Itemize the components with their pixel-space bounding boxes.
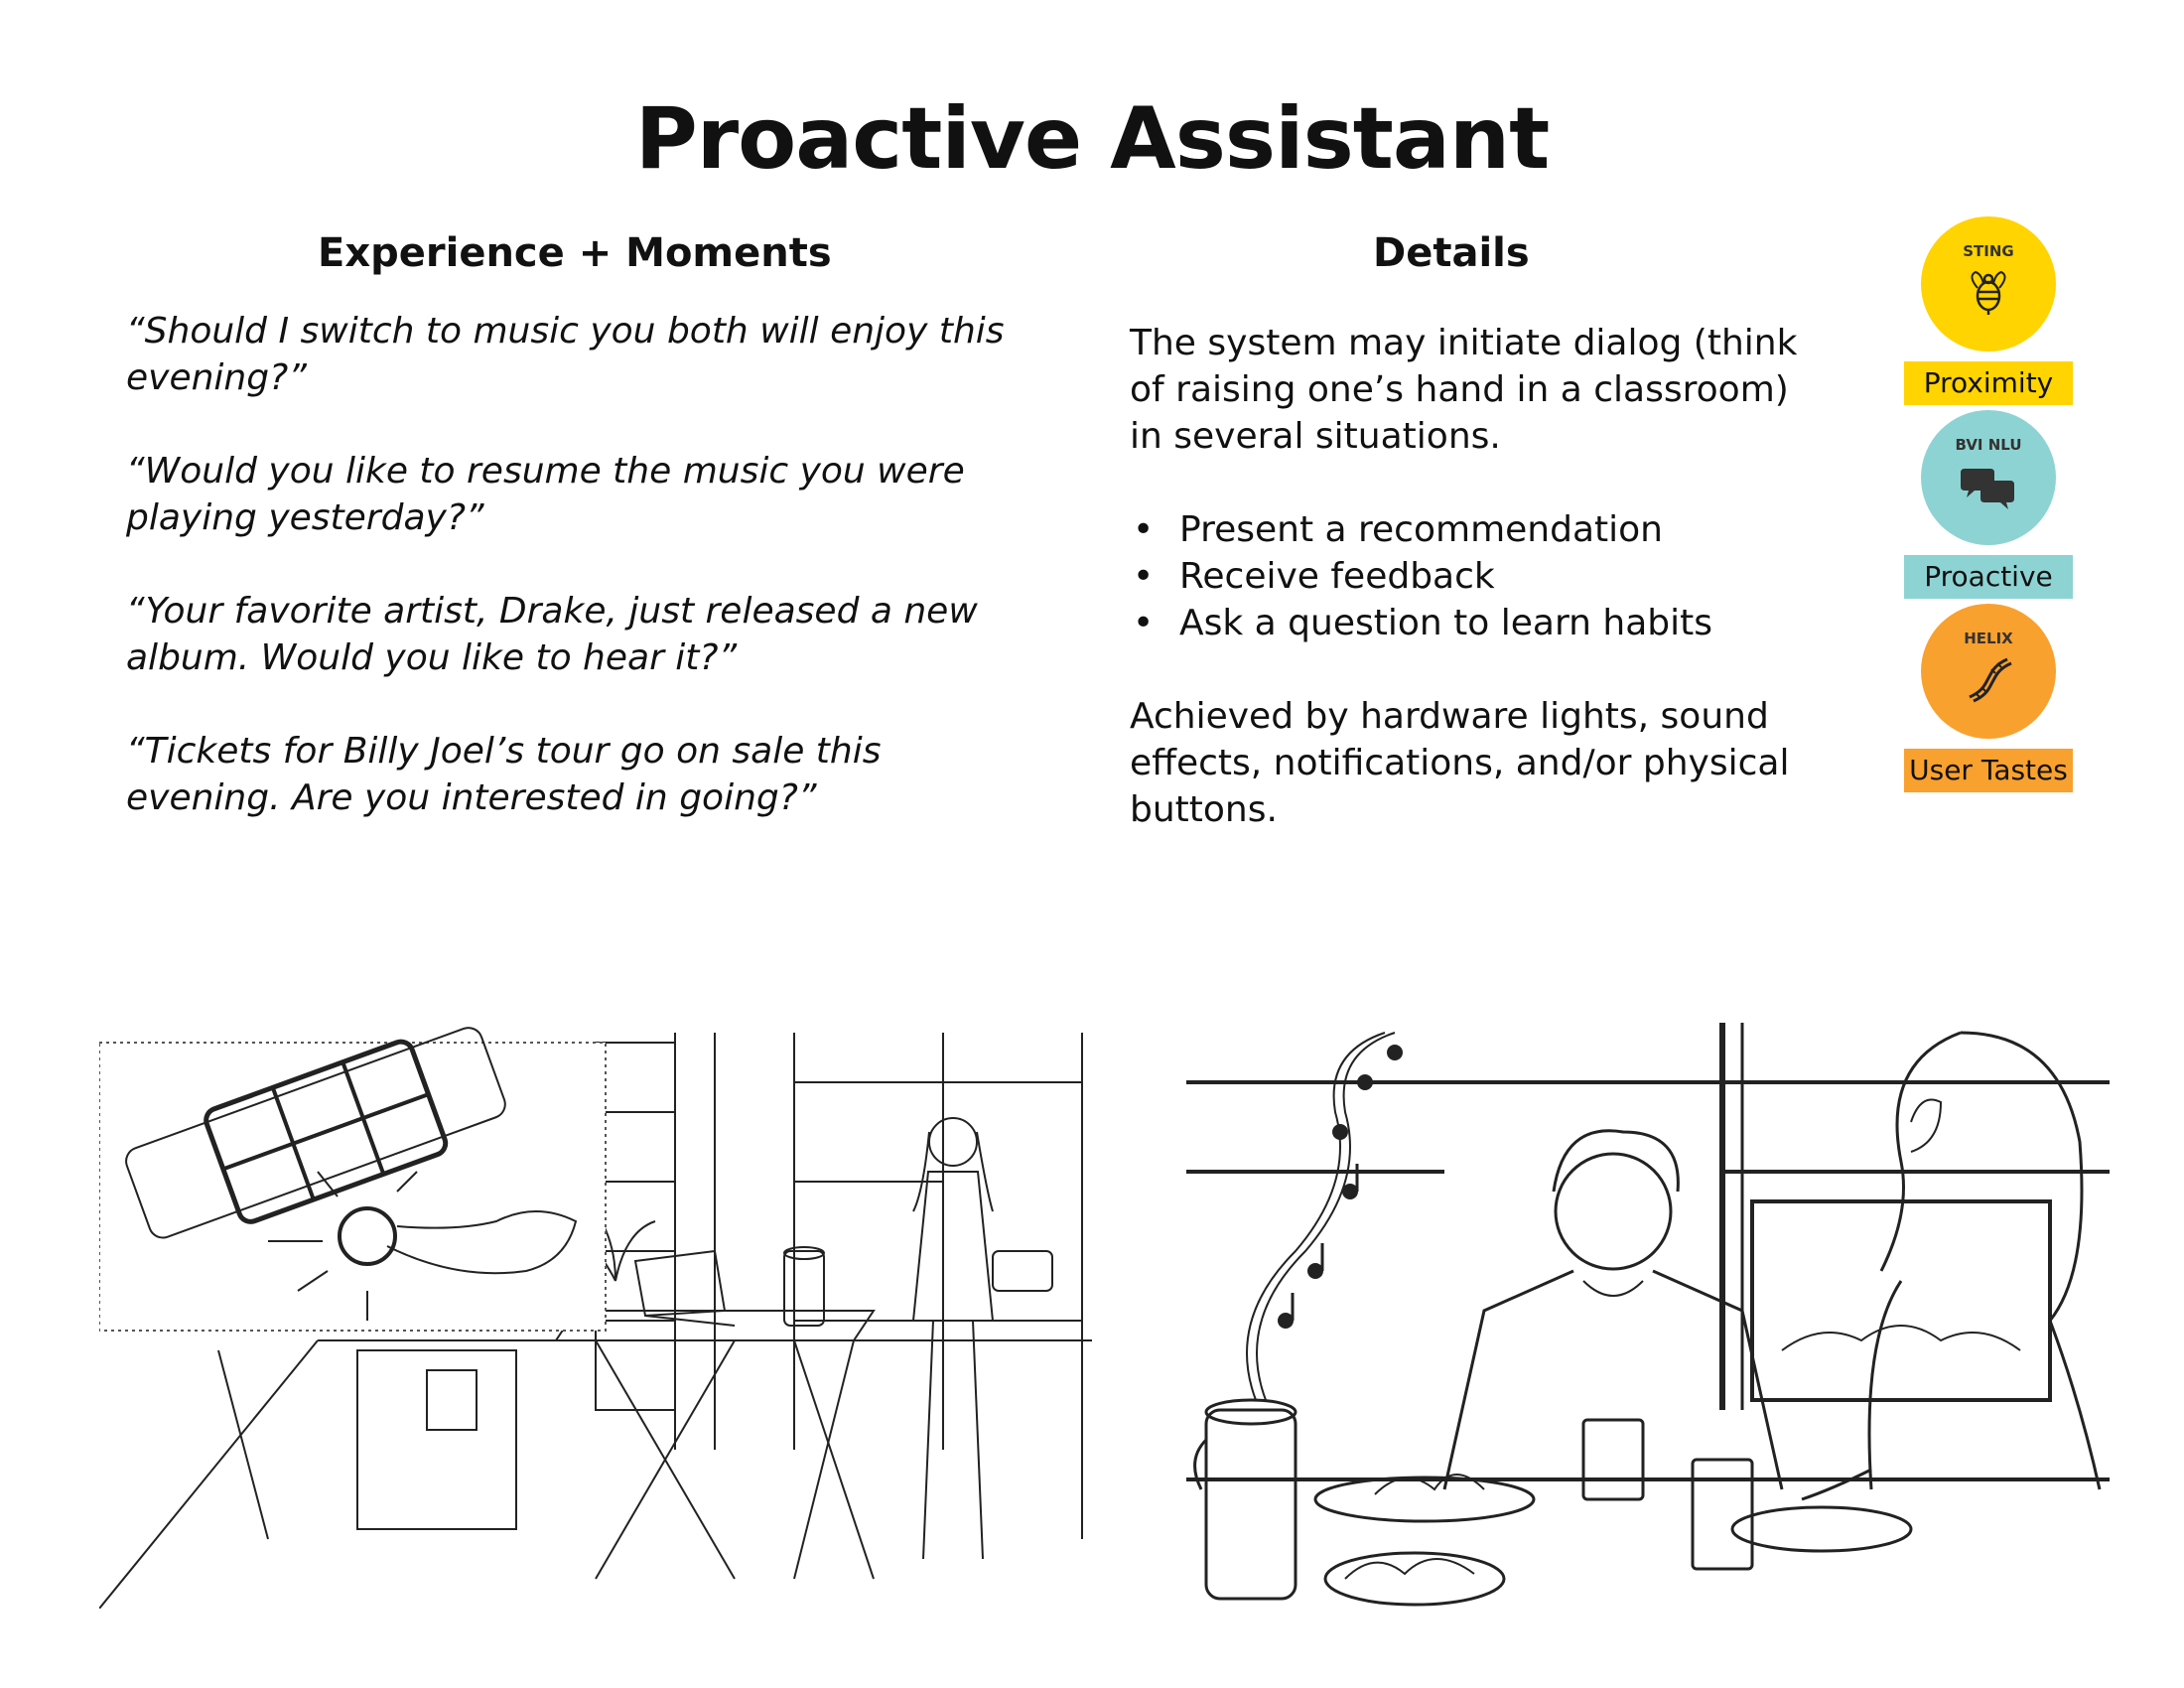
details-heading: Details <box>1373 230 1530 276</box>
dna-icon <box>1964 653 2013 703</box>
badge-circle <box>1921 216 2056 352</box>
office-sketch <box>99 1023 1092 1609</box>
badge-code: HELIX <box>1964 630 2013 647</box>
bullet: • <box>1133 509 1155 550</box>
list-item <box>1130 600 1825 646</box>
office-scene-illustration <box>99 1023 1112 1609</box>
badge-circle <box>1921 604 2056 739</box>
list-item-text: Present a recommendation <box>1179 509 1663 550</box>
bullet: • <box>1133 603 1155 643</box>
chat-bubbles-icon <box>1961 465 2016 510</box>
bullet: • <box>1133 556 1155 597</box>
details-intro: The system may initiate dialog (think of raising one’s hand in a classroom) in several situations. <box>1130 323 1798 457</box>
experience-heading: Experience + Moments <box>318 230 832 276</box>
bee-icon <box>1964 266 2013 316</box>
badge-sting <box>1904 216 2073 405</box>
list-item-text: Receive feedback <box>1179 556 1495 597</box>
quote-item: “Would you like to resume the music you were playing yesterday?” <box>126 451 965 538</box>
badge-circle <box>1921 410 2056 545</box>
badge-label: Proactive <box>1904 555 2073 599</box>
badge-code: STING <box>1963 242 2014 260</box>
details-list <box>1130 506 1825 646</box>
details-section <box>1130 320 1825 880</box>
list-item-text: Ask a question to learn habits <box>1179 603 1712 643</box>
badge-code: BVI NLU <box>1955 436 2022 454</box>
badge-bvi-nlu <box>1904 410 2073 599</box>
list-item <box>1130 506 1825 553</box>
badge-helix <box>1904 604 2073 792</box>
quote-item: “Tickets for Billy Joel’s tour go on sale this evening. Are you interested in going?” <box>126 731 882 818</box>
details-closing: Achieved by hardware lights, sound effects, notifications, and/or physical buttons. <box>1130 696 1790 830</box>
badge-label: User Tastes <box>1904 749 2073 792</box>
quote-item: “Should I switch to music you both will enjoy this evening?” <box>126 311 1005 398</box>
badge-label: Proximity <box>1904 361 2073 405</box>
list-item <box>1130 553 1825 600</box>
page-title: Proactive Assistant <box>634 89 1550 189</box>
dinner-sketch <box>1186 1023 2110 1605</box>
quote-item: “Your favorite artist, Drake, just released a new album. Would you like to hear it?” <box>126 591 978 678</box>
experience-quotes <box>126 308 1020 868</box>
dinner-scene-illustration <box>1186 1023 2110 1609</box>
